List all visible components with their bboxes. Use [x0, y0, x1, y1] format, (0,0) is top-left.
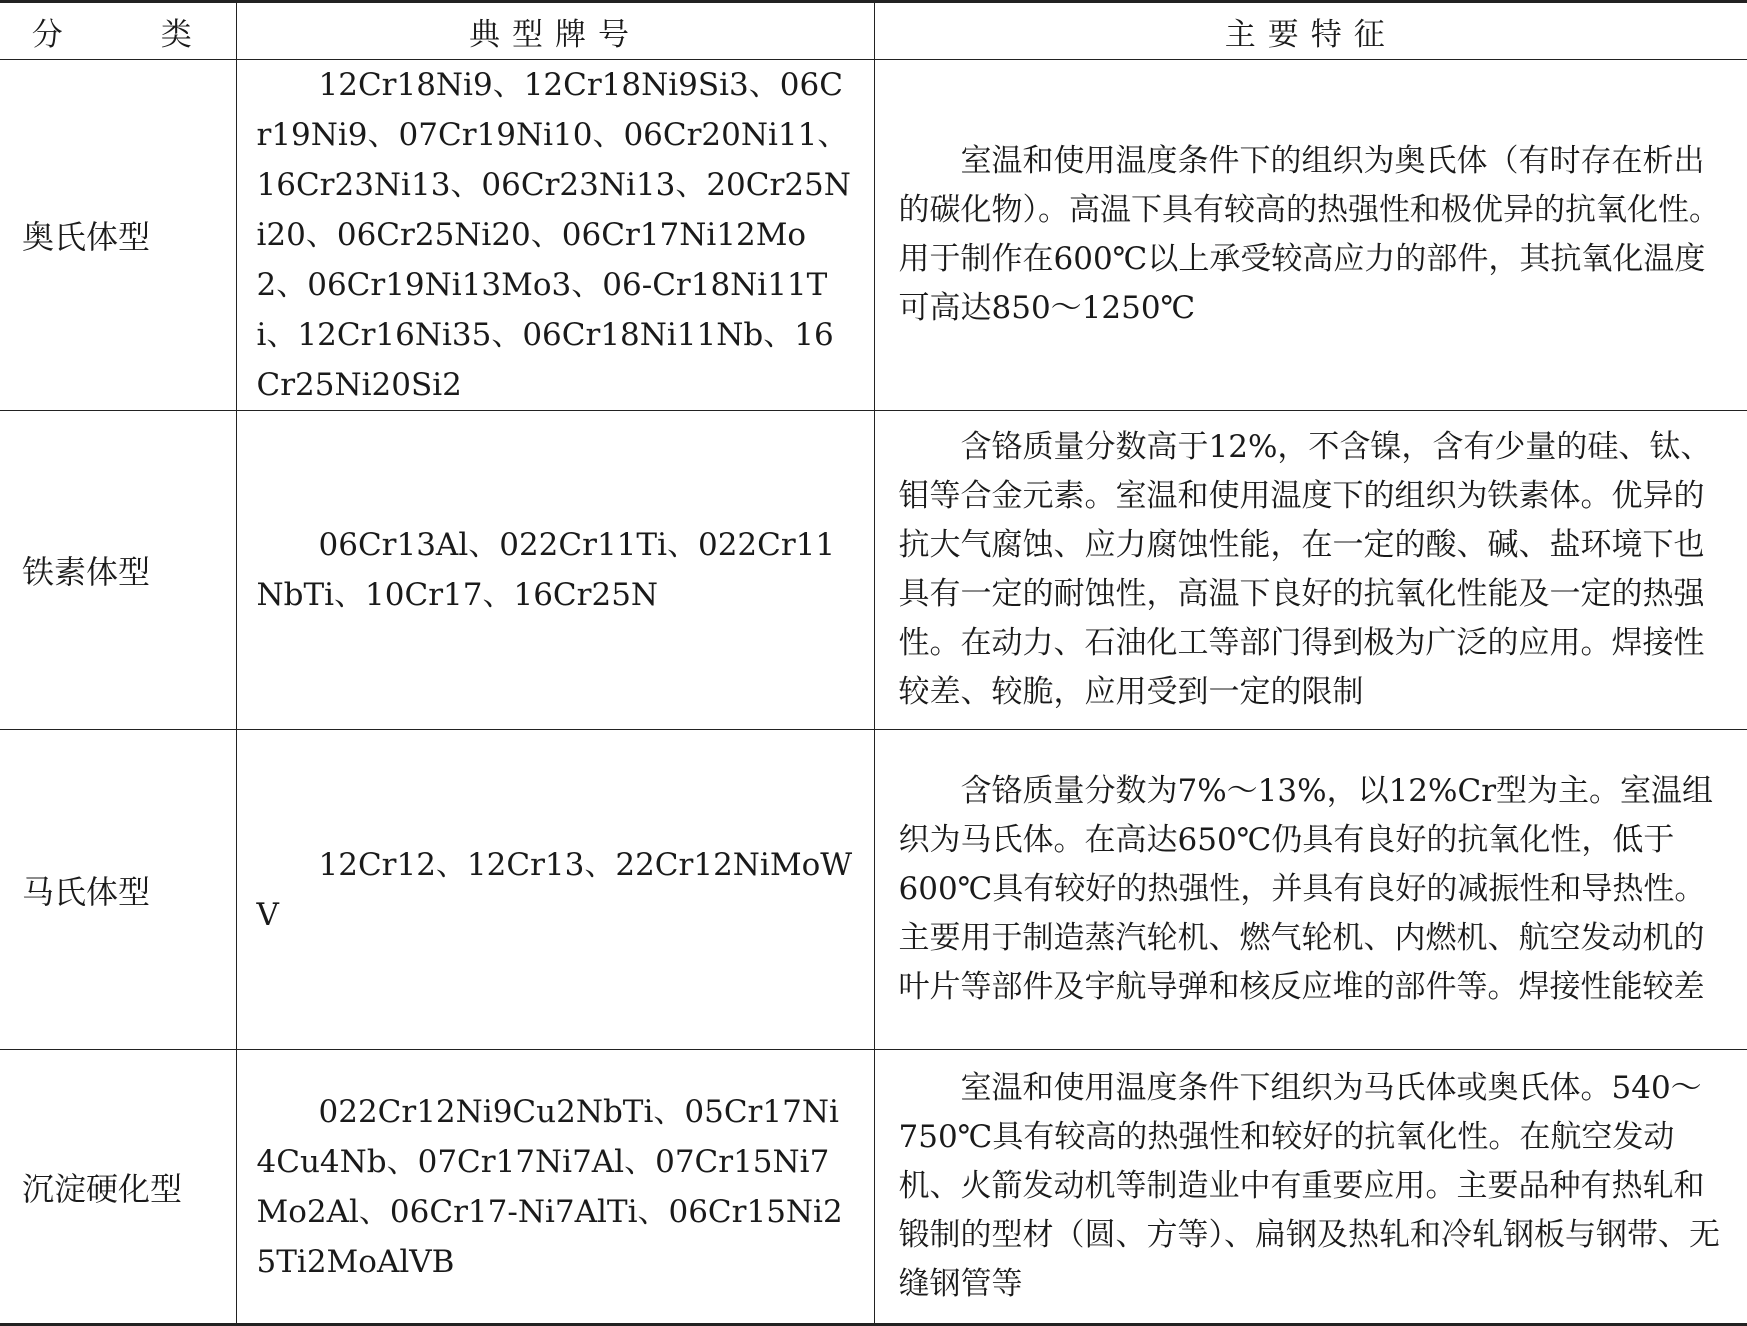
grades-cell: 022Cr12Ni9Cu2NbTi、05Cr17Ni4Cu4Nb、07Cr17Ni7Al、07Cr15Ni7Mo2Al、06Cr17-Ni7AlTi、06Cr15Ni25Ti2MoAlVB: [236, 1050, 874, 1325]
table-header-row: [0, 2, 1747, 60]
features-cell: 室温和使用温度条件下组织为马氏体或奥氏体。540～750℃具有较高的热强性和较好的抗氧化性。在航空发动机、火箭发动机等制造业中有重要应用。主要品种有热轧和锻制的型材（圆、方等）、扁钢及热轧和冷轧钢板与钢带、无缝钢管等: [874, 1050, 1747, 1325]
category-cell: 马氏体型: [0, 730, 236, 1050]
category-cell: 奥氏体型: [0, 60, 236, 411]
header-category: 分 类: [0, 2, 236, 60]
features-cell: 含铬质量分数为7%～13%，以12%Cr型为主。室温组织为马氏体。在高达650℃仍具有良好的抗氧化性，低于600℃具有较好的热强性，并具有良好的减振性和导热性。主要用于制造蒸汽轮机、燃气轮机、内燃机、航空发动机的叶片等部件及宇航导弹和核反应堆的部件等。焊接性能较差: [874, 730, 1747, 1050]
category-cell: 铁素体型: [0, 411, 236, 730]
features-cell: 含铬质量分数高于12%，不含镍，含有少量的硅、钛、钼等合金元素。室温和使用温度下的组织为铁素体。优异的抗大气腐蚀、应力腐蚀性能，在一定的酸、碱、盐环境下也具有一定的耐蚀性，高温下良好的抗氧化性能及一定的热强性。在动力、石油化工等部门得到极为广泛的应用。焊接性较差、较脆，应用受到一定的限制: [874, 411, 1747, 730]
grades-cell: 06Cr13Al、022Cr11Ti、022Cr11NbTi、10Cr17、16Cr25N: [236, 411, 874, 730]
table-row-ferritic: [0, 411, 1747, 730]
table-row-precipitation-hardening: [0, 1050, 1747, 1325]
table-row-austenitic: [0, 60, 1747, 411]
grades-cell: 12Cr18Ni9、12Cr18Ni9Si3、06Cr19Ni9、07Cr19Ni10、06Cr20Ni11、16Cr23Ni13、06Cr23Ni13、20Cr25Ni20、06Cr25Ni20、06Cr17Ni12Mo2、06Cr19Ni13Mo3、06-Cr18Ni11Ti、12Cr16Ni35、06Cr18Ni11Nb、16Cr25Ni20Si2: [236, 60, 874, 411]
header-main-features: 主要特征: [874, 2, 1747, 60]
table-row-martensitic: [0, 730, 1747, 1050]
grades-cell: 12Cr12、12Cr13、22Cr12NiMoWV: [236, 730, 874, 1050]
category-cell: 沉淀硬化型: [0, 1050, 236, 1325]
features-cell: 室温和使用温度条件下的组织为奥氏体（有时存在析出的碳化物）。高温下具有较高的热强性和极优异的抗氧化性。用于制作在600℃以上承受较高应力的部件，其抗氧化温度可高达850～1250℃: [874, 60, 1747, 411]
header-typical-grades: 典型牌号: [236, 2, 874, 60]
